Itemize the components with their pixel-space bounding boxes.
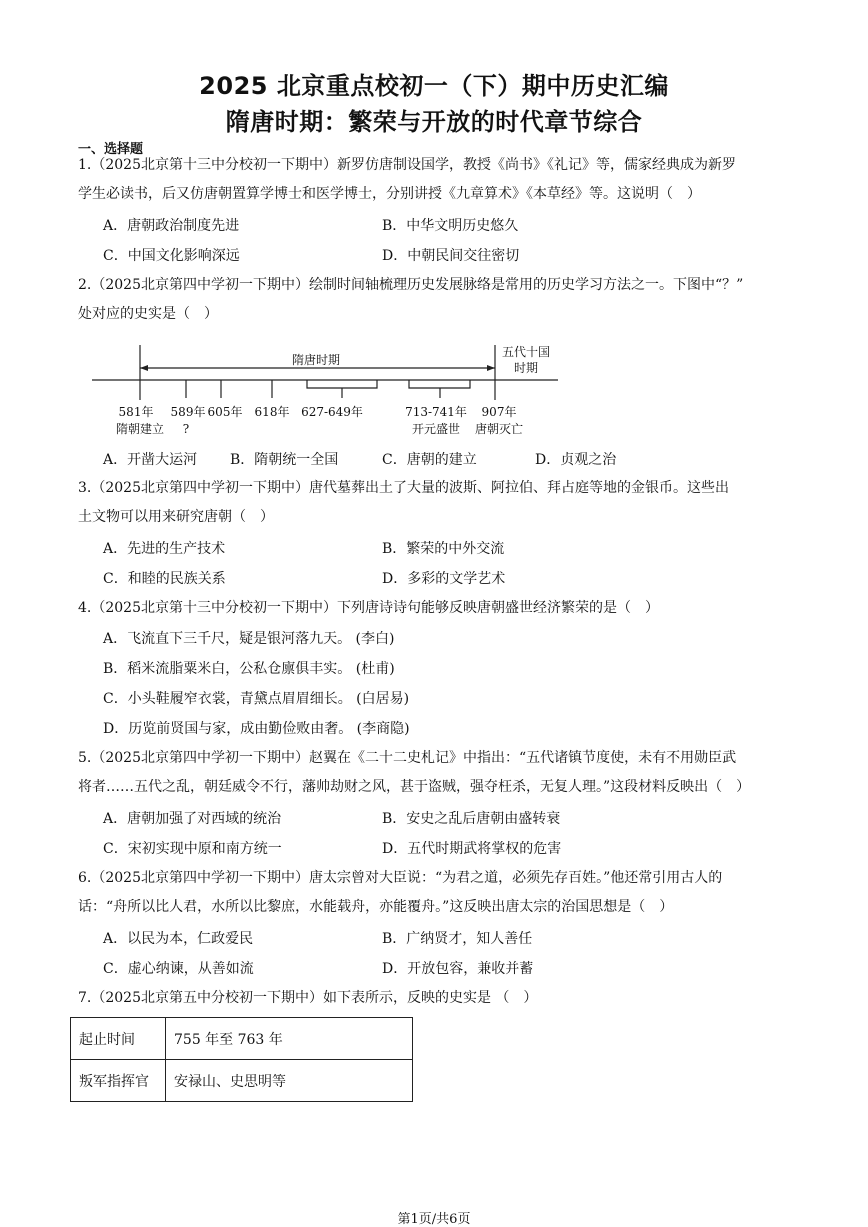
question-1-stem-line-1: 1.（2025北京第十三中分校初一下期中）新罗仿唐制设国学，教授《尚书》《礼记》等，儒家经典成为新罗 <box>78 157 736 173</box>
question-4-option-b: B．稻米流脂粟米白，公私仓廪俱丰实。 (杜甫) <box>103 661 395 677</box>
arrow-left <box>140 365 148 371</box>
question-3-stem-line-1: 3.（2025北京第四中学初一下期中）唐代墓葬出土了大量的波斯、阿拉伯、拜占庭等地的金银币。这些出 <box>78 480 729 496</box>
page-subtitle: 隋唐时期：繁荣与开放的时代章节综合 <box>225 108 643 136</box>
question-2-option-b: B．隋朝统一全国 <box>230 452 339 468</box>
question-4-option-a: A．飞流直下三千尺，疑是银河落九天。 (李白) <box>103 631 395 647</box>
section-heading: 一、选择题 <box>78 142 144 157</box>
question-2-option-a: A．开凿大运河 <box>103 452 198 468</box>
question-5-option-c: C．宋初实现中原和南方统一 <box>103 841 282 857</box>
question-1-option-b: B．中华文明历史悠久 <box>382 218 519 234</box>
question-3-option-d: D．多彩的文学艺术 <box>382 571 506 587</box>
question-2-option-c: C．唐朝的建立 <box>382 452 477 468</box>
after-period-label-1: 五代十国 <box>501 345 551 359</box>
tick-label: 618年 <box>254 405 290 419</box>
question-6-option-b: B．广纳贤才，知人善任 <box>382 931 533 947</box>
after-period-label-2: 时期 <box>513 361 539 375</box>
event-note: 隋朝建立 <box>115 422 165 436</box>
question-3-option-c: C．和睦的民族关系 <box>103 571 226 587</box>
question-6-option-c: C．虚心纳谏，从善如流 <box>103 961 254 977</box>
question-2-stem-line-1: 2.（2025北京第四中学初一下期中）绘制时间轴梳理历史发展脉络是常用的历史学习方法之一。下图中“？” <box>78 277 744 293</box>
arrow-right <box>487 365 495 371</box>
period-label: 隋唐时期 <box>291 353 341 367</box>
event-note: 唐朝灭亡 <box>474 422 524 436</box>
question-3-option-b: B．繁荣的中外交流 <box>382 541 505 557</box>
question-6-stem-line-2: 话：“舟所以比人君，水所以比黎庶，水能载舟，亦能覆舟。”这反映出唐太宗的治国思想是（ ） <box>78 899 674 915</box>
table-cell-value: 755 年至 763 年 <box>166 1018 413 1060</box>
question-1-option-d: D．中朝民间交往密切 <box>382 248 520 264</box>
question-5-stem-line-1: 5.（2025北京第四中学初一下期中）赵翼在《二十二史札记》中指出：“五代诸镇节度使，未有不用勋臣武 <box>78 750 737 766</box>
event-note: 开元盛世 <box>411 422 461 436</box>
question-5-option-a: A．唐朝加强了对西域的统治 <box>103 811 282 827</box>
question-5-stem-line-2: 将者……五代之乱，朝廷威令不行，藩帅劫财之风，甚于盗贼，强夺枉杀，无复人理。”这段材料反映出（ ） <box>78 779 751 795</box>
question-1-option-c: C．中国文化影响深远 <box>103 248 240 264</box>
question-4-option-d: D．历览前贤国与家，成由勤俭败由奢。 (李商隐) <box>103 721 410 737</box>
question-7-stem: 7.（2025北京第五中分校初一下期中）如下表所示，反映的史实是 （ ） <box>78 990 538 1006</box>
question-2-option-d: D．贞观之治 <box>535 452 617 468</box>
bracket-627-649 <box>307 380 377 388</box>
table-row <box>71 1018 413 1060</box>
table-cell-key: 叛军指挥官 <box>71 1060 166 1102</box>
question-6-option-a: A．以民为本，仁政爱民 <box>103 931 254 947</box>
question-4-stem: 4.（2025北京第十三中分校初一下期中）下列唐诗诗句能够反映唐朝盛世经济繁荣的是（ ） <box>78 600 659 616</box>
question-1-option-a: A．唐朝政治制度先进 <box>103 218 240 234</box>
question-3-option-a: A．先进的生产技术 <box>103 541 226 557</box>
page-number: 第1页/共6页 <box>397 1212 471 1227</box>
question-2-stem-line-2: 处对应的史实是（ ） <box>78 306 218 322</box>
question-6-option-d: D．开放包容，兼收并蓄 <box>382 961 534 977</box>
question-5-option-b: B．安史之乱后唐朝由盛转衰 <box>382 811 561 827</box>
tick-label: 589年 <box>170 405 206 419</box>
question-1-stem-line-2: 学生必读书，后又仿唐朝置算学博士和医学博士，分别讲授《九章算术》《本草经》等。这说明（ ） <box>78 186 701 202</box>
question-4-option-c: C．小头鞋履窄衣裳，青黛点眉眉细长。 (白居易) <box>103 691 410 707</box>
tick-label: 605年 <box>207 405 243 419</box>
question-3-stem-line-2: 土文物可以用来研究唐朝（ ） <box>78 509 274 525</box>
tick-label: 627-649年 <box>301 405 363 419</box>
bracket-713-741 <box>409 380 470 388</box>
event-note-question-mark: ? <box>182 422 190 436</box>
question-7-table <box>70 1017 413 1102</box>
question-6-stem-line-1: 6.（2025北京第四中学初一下期中）唐太宗曾对大臣说：“为君之道，必须先存百姓。”他还常引用古人的 <box>78 870 723 886</box>
tick-label: 581年 <box>118 405 154 419</box>
table-row <box>71 1060 413 1102</box>
tick-label: 713-741年 <box>405 405 467 419</box>
table-cell-key: 起止时间 <box>71 1018 166 1060</box>
page-title: 2025 北京重点校初一（下）期中历史汇编 <box>199 72 669 100</box>
table-cell-value: 安禄山、史思明等 <box>166 1060 413 1102</box>
question-5-option-d: D．五代时期武将掌权的危害 <box>382 841 562 857</box>
tick-label: 907年 <box>481 405 517 419</box>
